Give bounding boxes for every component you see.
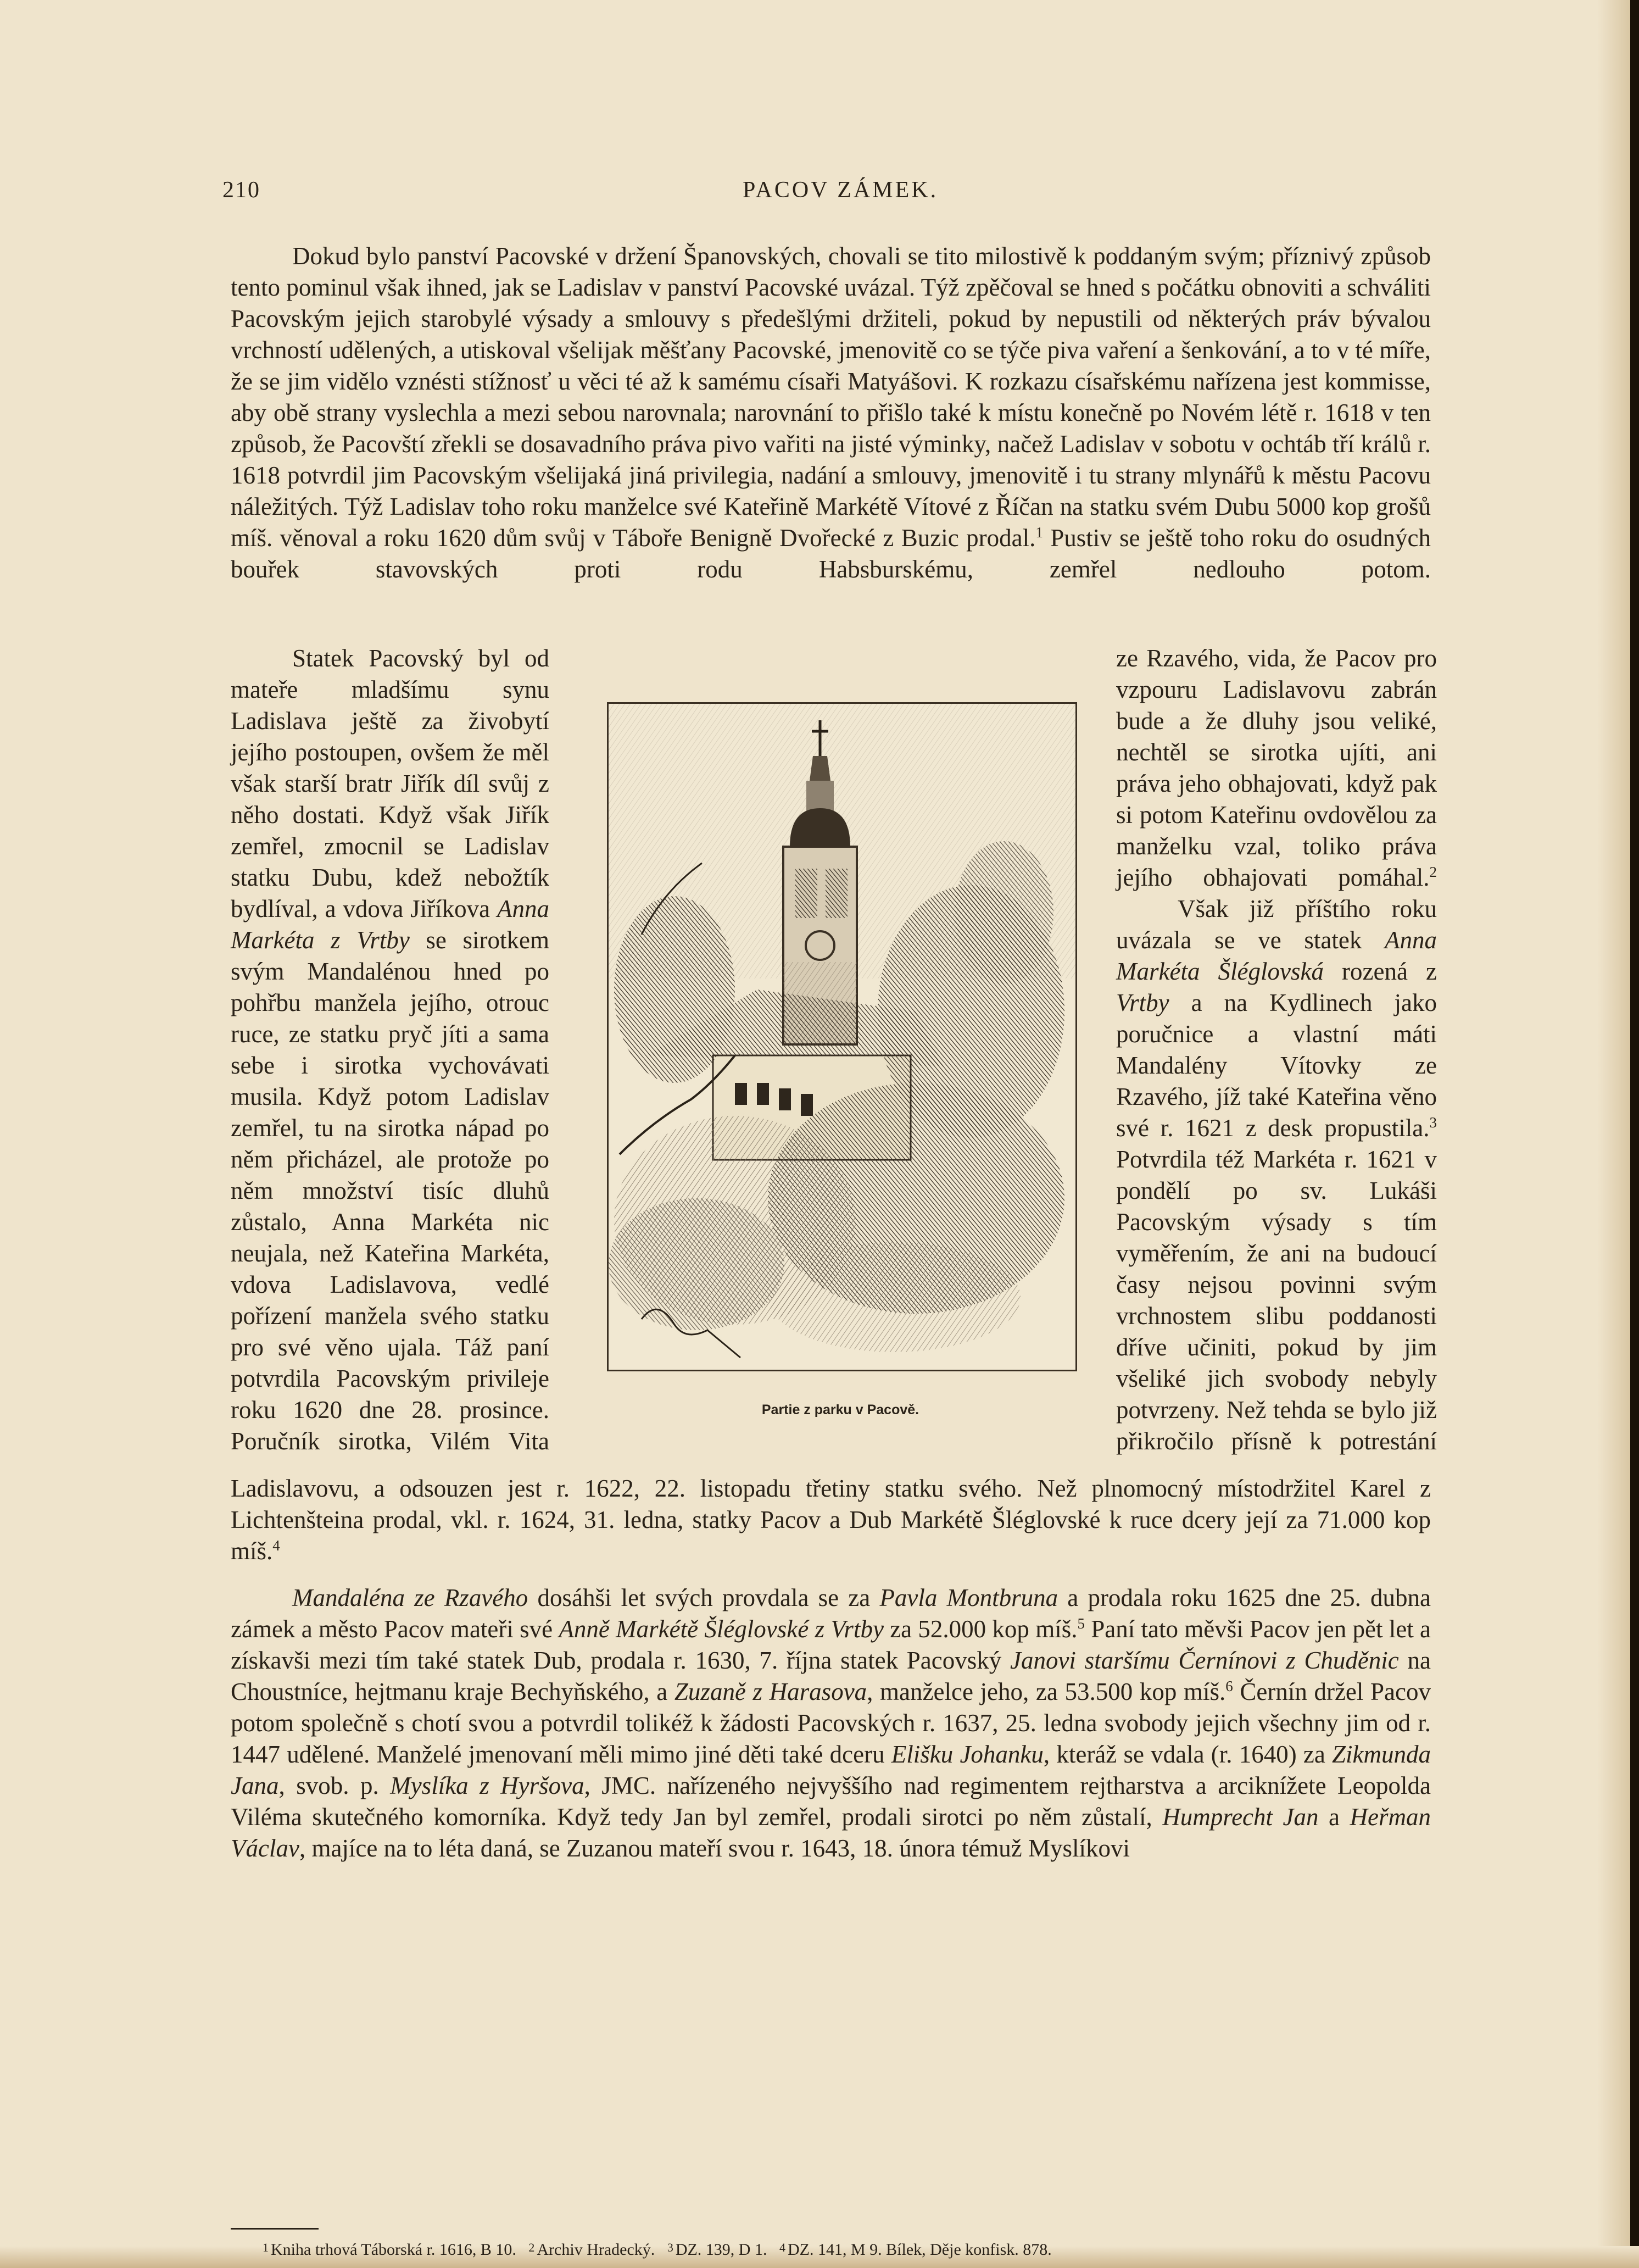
person-name: Myslíka z Hyršova	[390, 1772, 584, 1799]
figure-caption: Partie z parku v Pacově.	[761, 1402, 919, 1418]
page-number: 210	[222, 177, 260, 203]
person-name: Humprecht Jan	[1162, 1803, 1319, 1831]
paragraph-bottom: Mandaléna ze Rzavého dosáhši let svých provdala se za Pavla Montbruna a prodala roku 1625 dne 25. dubna zámek a město Pacov mateři své Anně Markétě Šléglovské z Vrtby za 52.000 kop míš.$^5$ Paní tato měvši Pacov jen pět let a získavši mezi tím také statek Dub, prodala r. 1630, 7. října statek Pacovský Janovi staršímu Černínovi z Chuděnic na Choustníce, hejtmanu kraje Bechyňského, a Zuzaně z Harasova, manželce jeho, za 53.500 kop míš.$^6$ Černín držel Pacov potom společně s chotí svou a potvrdil tolikéž k žádosti Pacovských r. 1637, 25. ledna svobody jejich všechny jim od r. 1447 udělené. Manželé jmenovaní měli mimo jiné děti také dceru Elišku Johanku, kteráž se vdala (r. 1640) za Zikmunda Jana, svob. p. Myslíka z Hyršova, JMC. nařízeného nejvyššího nad regimentem rejtharstva a arciknížete Leopolda Viléma skutečného komorníka. Když tedy Jan byl zemřel, prodali sirotci po něm zůstalí, Humprecht Jan a Heřman Václav, majíce na to léta daná, se Zuzanou mateří svou r. 1643, 18. února témuž Myslíkovi	[231, 1584, 1431, 1862]
page-gutter-shadow	[1597, 0, 1630, 2268]
person-name: Zikmunda Jana	[231, 1741, 1431, 1799]
footnote-ref: 4	[272, 1537, 280, 1554]
footnote-ref: 5	[1077, 1615, 1085, 1632]
footnote-ref: 1	[1035, 524, 1043, 541]
paragraph-top: Dokud bylo panství Pacovské v držení Španovských, chovali se tito milostivě k poddaným svým; příznivý způsob tento pominul však ihned, jak se Ladislav v panství Pacovské uvázal. Týž zpěčoval se hned s počátku obnoviti a schváliti Pacovským jejich starobylé výsady a smlouvy s předešlými držiteli, pokud by nepustili od některých práv bývalou vrchností udělených, a utiskoval všelijak měšťany Pacovské, jmenovitě co se týče piva vaření a šenkování, a to v té míře, že se jim vidělo vznésti stížnosť u věci té až k samému císaři Matyášovi. K rozkazu císařskému nařízena jest kommisse, aby obě strany vyslechla a mezi sebou narovnala; narovnání to přišlo také k místu konečně po Novém létě r. 1618 v ten způsob, že Pacovští zřekli se dosavadního práva pivo vařiti na jisté výminky, načež Ladislav v sobotu v ochtáb tří králů r. 1618 potvrdil jim Pacovským všelijaká jiná privilegia, nadání a smlouvy, jmenovitě i tu strany mlynářů k městu Pacovu náležitých. Týž Ladislav toho roku manželce své Kateřině Markétě Vítové z Říčan na statku svém Dubu 5000 kop grošů míš. věnoval a roku 1620 dům svůj v Táboře Benigně Dvořecké z Buzic prodal.$^1$ Pustiv se ještě toho roku do osudných bouřek stavovských proti rodu Habsburskému, zemřel nedlouho potom.	[231, 242, 1431, 583]
person-name: Anně Markétě Šléglovské z Vrtby	[559, 1615, 884, 1643]
person-name: Zuzaně z Harasova	[674, 1678, 867, 1705]
person-name: Anna Markéta z Vrtby	[231, 895, 549, 954]
person-name: Mandaléna ze Rzavého	[292, 1584, 528, 1611]
footnote: $^4$ DZ. 141, M 9. Bílek, Děje konfisk. 878.	[779, 2241, 1052, 2259]
footnote-ref: 6	[1225, 1678, 1233, 1694]
person-name: Heřman Václav	[231, 1803, 1431, 1862]
footnote-divider	[231, 2228, 319, 2230]
footnote: $^2$ Archiv Hradecký.	[528, 2241, 655, 2259]
column-right-text: ze Rzavého, vida, že Pacov pro vzpouru Ladislavovu zabrán bude a že dluhy jsou veliké, nechtěl se sirotka ujíti, ani práva jeho obhajovati, když pak si potom Kateřinu ovdovělou za manželku vzal, toliko práva jejího obhajovati pomáhal.$^2$ Však již příštího roku uvázala se ve statek Anna Markéta Šléglovská rozená z Vrtby a na Kydlinech jako poručnice a vlastní máti Mandalény Vítovky ze Rzavého, jíž také Kateřina věno své r. 1621 z desk propustila.$^3$ Potvrdila též Markéta r. 1621 v pondělí po sv. Lukáši Pacovským výsady s tím vyměřením, že ani na budoucí časy nejsou povinni svým vrchnostem slibu poddanosti dříve učiniti, pokud by jim všeliké jich svobody nebyly potvrzeny. Než tehda se bylo již přikročilo přísně k potrestání	[1116, 644, 1437, 1455]
church-tower-engraving	[609, 704, 1075, 1370]
book-spine-edge	[1630, 0, 1639, 2268]
footnote: $^1$ Kniha trhová Táborská r. 1616, B 10.	[263, 2241, 516, 2259]
footnote: $^3$ DZ. 139, D 1.	[667, 2241, 767, 2259]
column-left-text: Statek Pacovský byl od mateře mladšímu synu Ladislava ještě za živobytí jejího postoupen, ovšem že měl však starší bratr Jiřík díl svůj z něho dostati. Když však Jiřík zemřel, zmocnil se Ladislav statku Dubu, kdež nebožtík bydlíval, a vdova Jiříkova Anna Markéta z Vrtby se sirotkem svým Mandalénou hned po pohřbu manžela jejího, otrouc ruce, ze statku pryč jíti a sama sebe i sirotka vychovávati musila. Když potom Ladislav zemřel, tu na sirotka nápad po něm přicházel, ale protože po něm množství tisíc dluhů zůstalo, Anna Markéta nic neujala, než Kateřina Markéta, vdova Ladislavova, vedlé pořízení manžela svého statku pro své věno ujala. Táž paní potvrdila Pacovským privileje roku 1620 dne 28. prosince. Poručník sirotka, Vilém Vita	[231, 644, 549, 1455]
person-name: Vrtby	[1116, 989, 1169, 1016]
person-name: Janovi staršímu Černínovi z Chuděnic	[1010, 1647, 1399, 1674]
person-name: Elišku Johanku	[891, 1741, 1044, 1768]
running-head-title: PACOV ZÁMEK.	[743, 177, 939, 203]
paragraph-continuation: Ladislavovu, a odsouzen jest r. 1622, 22. listopadu třetiny statku svého. Než plnomocný místodržitel Karel z Lichtenšteina prodal, vkl. r. 1624, 31. ledna, statky Pacov a Dub Markétě Šléglovské k ruce dcery její za 71.000 kop míš.$^4$	[231, 1475, 1431, 1565]
person-name: Anna Markéta Šléglovská	[1116, 926, 1437, 985]
footnote-ref: 2	[1429, 864, 1437, 880]
footnote-ref: 3	[1429, 1114, 1437, 1131]
person-name: Pavla Montbruna	[879, 1584, 1058, 1611]
footnotes	[263, 2241, 1443, 2259]
engraving-illustration	[607, 702, 1077, 1371]
